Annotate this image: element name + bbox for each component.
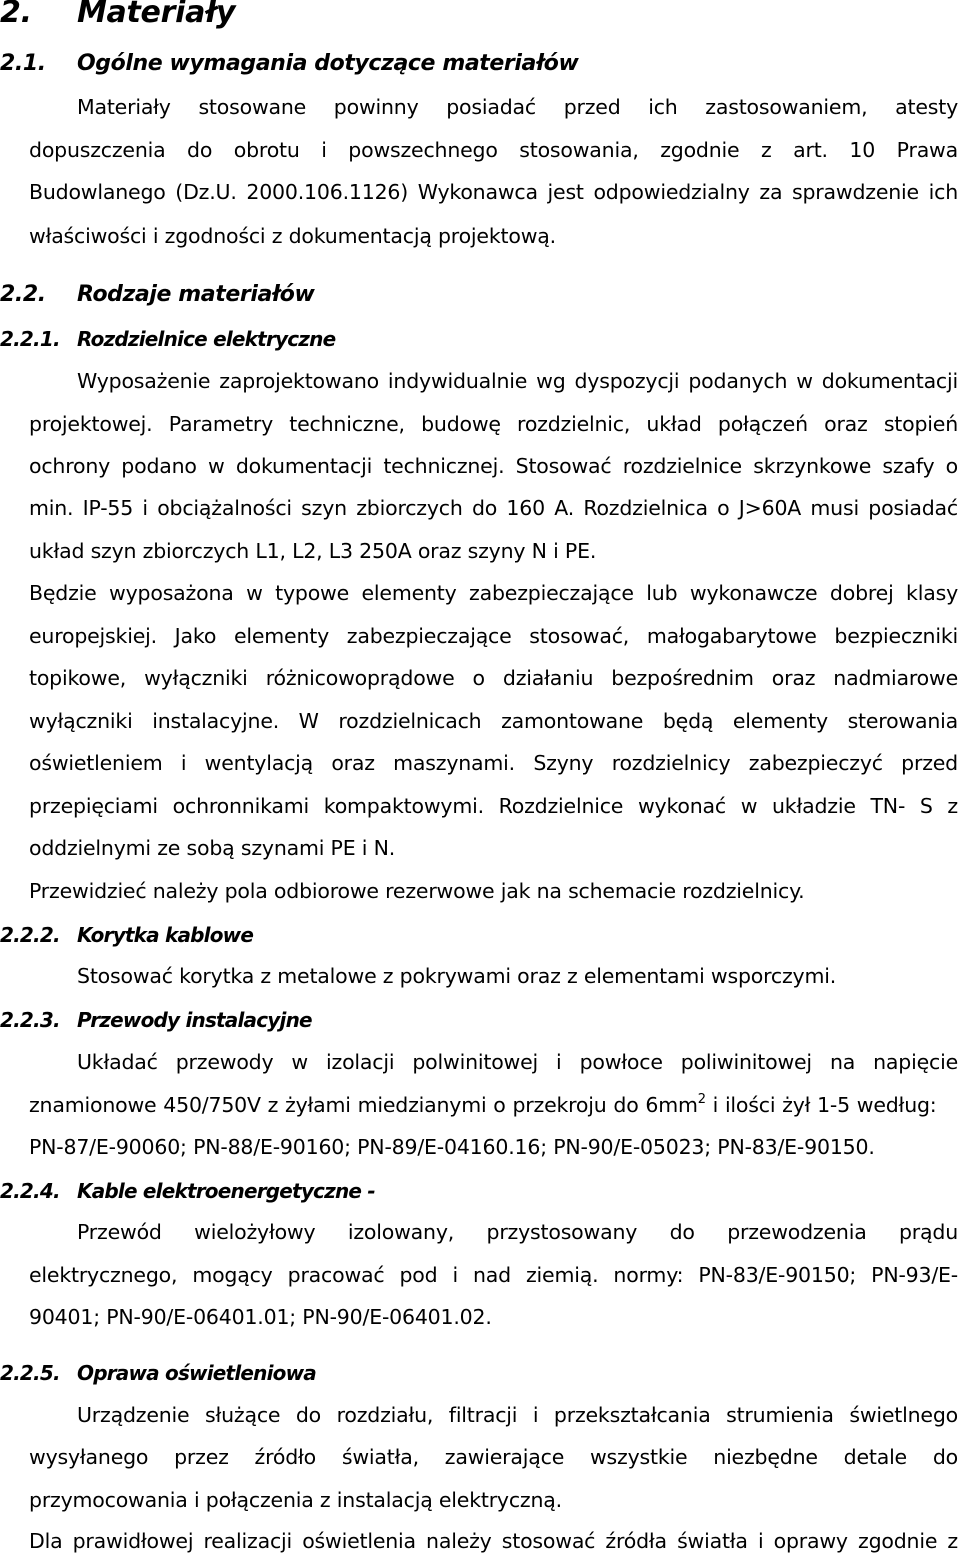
section-heading-2-2 xyxy=(0,282,315,307)
section-number: 2.1. xyxy=(0,51,46,76)
subsection-number: 2.2.2. xyxy=(0,923,60,947)
subsection-title: Przewody instalacyjne xyxy=(77,1008,312,1032)
paragraph-line: wyłączniki instalacyjne. W rozdzielnicach zamontowane będą elementy sterowania xyxy=(29,711,958,733)
paragraph-line: elektrycznego, mogący pracować pod i nad ziemią. normy: PN-83/E-90150; PN-93/E- xyxy=(29,1265,958,1287)
paragraph-line: właściwości i zgodności z dokumentacją projektową. xyxy=(29,224,556,248)
paragraph-line: Urządzenie służące do rozdziału, filtracji i przekształcania strumienia świetlnego xyxy=(77,1405,958,1427)
paragraph-line: Będzie wyposażona w typowe elementy zabezpieczające lub wykonawcze dobrej klasy xyxy=(29,583,958,605)
paragraph-line: Stosować korytka z metalowe z pokrywami oraz z elementami wsporczymi. xyxy=(77,964,837,988)
paragraph-line: przepięciami ochronnikami kompaktowymi. Rozdzielnice wykonać w układzie TN- S z xyxy=(29,796,958,818)
paragraph-line: ochrony podano w dokumentacji technicznej. Stosować rozdzielnice skrzynkowe szafy o xyxy=(29,456,958,478)
paragraph-line: europejskiej. Jako elementy zabezpieczające stosować, małogabarytowe bezpieczniki xyxy=(29,626,958,648)
paragraph-line: PN-87/E-90060; PN-88/E-90160; PN-89/E-04160.16; PN-90/E-05023; PN-83/E-90150. xyxy=(29,1135,875,1159)
paragraph-line: Dla prawidłowej realizacji oświetlenia należy stosować źródła światła i oprawy zgodnie z xyxy=(29,1531,958,1553)
subsection-heading-2-2-4 xyxy=(0,1179,375,1203)
paragraph-line: układ szyn zbiorczych L1, L2, L3 250A oraz szyny N i PE. xyxy=(29,539,597,563)
subsection-number: 2.2.1. xyxy=(0,327,60,351)
subsection-heading-2-2-5 xyxy=(0,1361,316,1385)
paragraph-line: przymocowania i połączenia z instalacją elektryczną. xyxy=(29,1488,562,1512)
section-heading-2-1 xyxy=(0,51,579,76)
paragraph-line: Materiały stosowane powinny posiadać przed ich zastosowaniem, atesty xyxy=(77,97,958,119)
paragraph-line: dopuszczenia do obrotu i powszechnego stosowania, zgodnie z art. 10 Prawa xyxy=(29,140,958,162)
paragraph-line: wysyłanego przez źródło światła, zawierające wszystkie niezbędne detale do xyxy=(29,1447,958,1469)
paragraph-line: Budowlanego (Dz.U. 2000.106.1126) Wykonawca jest odpowiedzialny za sprawdzenie ich xyxy=(29,182,958,204)
paragraph-line: oświetleniem i wentylacją oraz maszynami. Szyny rozdzielnicy zabezpieczyć przed xyxy=(29,753,958,775)
subsection-number: 2.2.3. xyxy=(0,1008,60,1032)
chapter-number: 2. xyxy=(0,0,32,30)
subsection-title: Korytka kablowe xyxy=(77,923,254,947)
paragraph-line: 90401; PN-90/E-06401.01; PN-90/E-06401.02. xyxy=(29,1305,492,1329)
paragraph-line: min. IP-55 i obciążalności szyn zbiorczych do 160 A. Rozdzielnica o J>60A musi posiadać xyxy=(29,498,958,520)
subsection-heading-2-2-1 xyxy=(0,327,336,351)
subsection-heading-2-2-3 xyxy=(0,1008,312,1032)
subsection-title: Kable elektroenergetyczne - xyxy=(77,1179,375,1203)
text-run: znamionowe 450/750V z żyłami miedzianymi o przekroju do 6mm xyxy=(29,1093,698,1117)
subsection-number: 2.2.5. xyxy=(0,1361,60,1385)
paragraph-line-with-superscript xyxy=(29,1092,937,1117)
paragraph-line: projektowej. Parametry techniczne, budowę rozdzielnic, układ połączeń oraz stopień xyxy=(29,414,958,436)
chapter-title: Materiały xyxy=(77,0,236,30)
paragraph-line: topikowe, wyłączniki różnicowoprądowe o działaniu bezpośrednim oraz nadmiarowe xyxy=(29,668,958,690)
section-title: Ogólne wymagania dotyczące materiałów xyxy=(77,51,579,76)
subsection-title: Rozdzielnice elektryczne xyxy=(77,327,336,351)
paragraph-line: Przewód wielożyłowy izolowany, przystosowany do przewodzenia prądu xyxy=(77,1222,958,1244)
paragraph-line: Układać przewody w izolacji polwinitowej i powłoce poliwinitowej na napięcie xyxy=(77,1052,958,1074)
paragraph-line: Wyposażenie zaprojektowano indywidualnie wg dyspozycji podanych w dokumentacji xyxy=(77,371,958,393)
subsection-number: 2.2.4. xyxy=(0,1179,60,1203)
section-number: 2.2. xyxy=(0,282,46,307)
subsection-title: Oprawa oświetleniowa xyxy=(77,1361,316,1385)
paragraph-line: Przewidzieć należy pola odbiorowe rezerwowe jak na schemacie rozdzielnicy. xyxy=(29,879,805,903)
superscript: 2 xyxy=(697,1092,706,1107)
paragraph-line: oddzielnymi ze sobą szynami PE i N. xyxy=(29,836,396,860)
section-title: Rodzaje materiałów xyxy=(77,282,315,307)
chapter-heading xyxy=(0,0,236,30)
text-run: i ilości żył 1-5 według: xyxy=(705,1093,937,1117)
subsection-heading-2-2-2 xyxy=(0,923,254,947)
